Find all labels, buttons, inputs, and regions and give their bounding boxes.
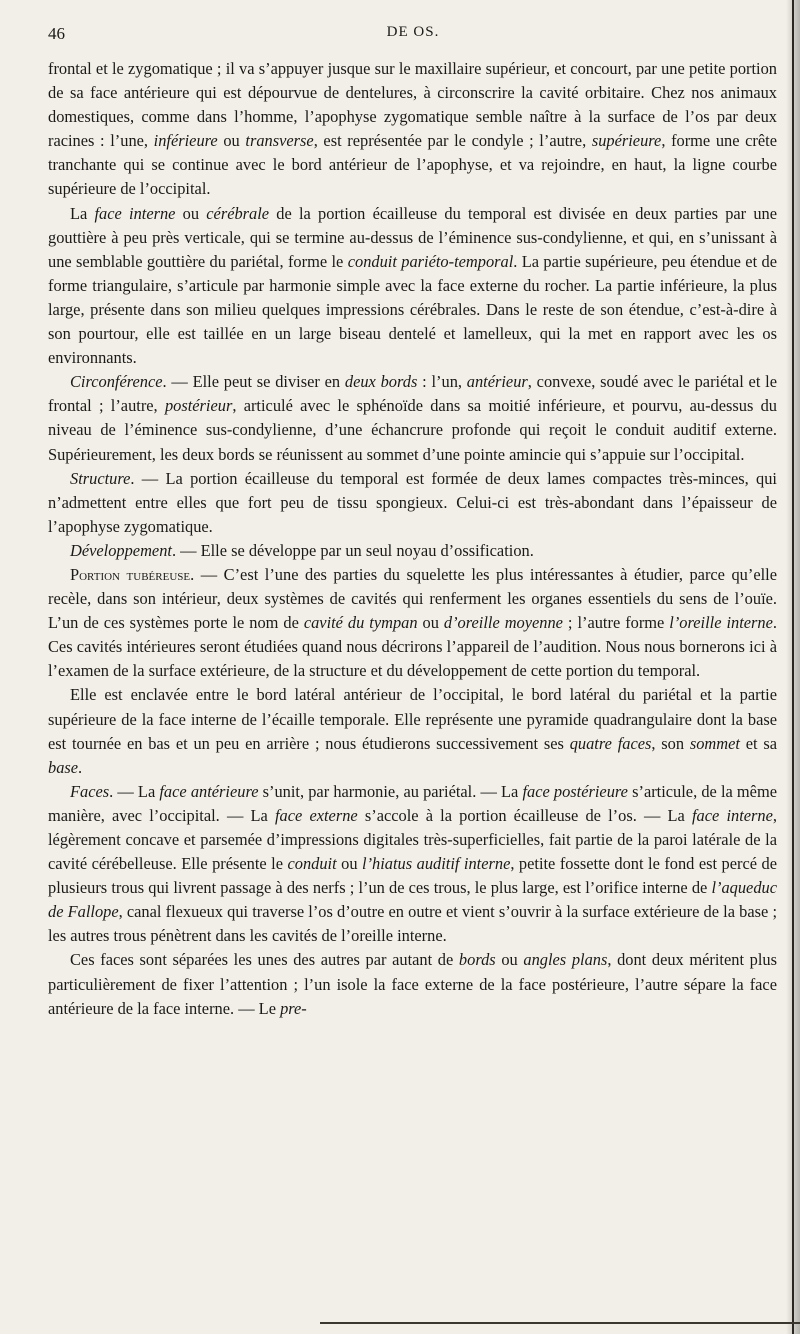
paragraph-development: Développement. — Elle se développe par un seul noyau d’ossification.	[70, 540, 534, 560]
bottom-edge-rule	[320, 1322, 800, 1324]
paragraph-faces: Faces. — La face antérieure s’unit, par harmonie, au pariétal. — La face postérieure s’articule, de la même manière, avec l’occipital. — La face externe s’accole à la portion écailleuse de l’os. — La face interne, légèrement concave et parsemée d’impressions digitales très-superficielles, fait partie de la paroi latérale de la cavité cérébelleuse. Elle présente le conduit ou l’hiatus auditif interne, petite fossette dont le fond est percé de plusieurs trous qui livrent passage à des nerfs ; l’un de ces trous, le plus large, est l’orifice interne de l’aqueduc de Fallope, canal flexueux qui traverse l’os d’outre en outre et vient s’ouvrir à la surface extérieure de la base ; les autres trous pénètrent dans les cavités de l’oreille interne.	[48, 781, 778, 946]
paragraph-structure: Structure. — La portion écailleuse du temporal est formée de deux lames compactes très-minces, qui n’admettent entre elles que fort peu de tissu spongieux. Celui-ci est très-abondant dans l’épaisseur de l’apophyse zygomatique.	[48, 468, 777, 536]
page-number: 46	[48, 24, 65, 43]
paragraph-zygomatic-continuation: frontal et le zygomatique ; il va s’appuyer jusque sur le maxillaire supérieur, et concourt, par une petite portion de sa face antérieure qui est dépourvue de dentelures, à circonscrire la cavité orbitaire. Chez nos animaux domestiques, comme dans l’homme, l’apophyse zygomatique semble naître à la surface de l’os par deux racines : l’une, inférieure ou transverse, est représentée par le condyle ; l’autre, supérieure, forme une crête tranchante qui se continue avec le bord antérieur de l’apophyse, et va rejoindre, en haut, la ligne courbe supérieure de l’occipital.	[48, 59, 777, 199]
paragraph-edges: Ces faces sont séparées les unes des autres par autant de bords ou angles plans, dont deux méritent plus particulièrement de fixer l’attention ; l’un isole la face externe de la face postérieure, l’autre sépare la face antérieure de la face interne. — Le pre-	[48, 950, 777, 1018]
paragraph-tuberous-portion: Portion tubéreuse. — C’est l’une des parties du squelette les plus intéressantes à étudier, parce qu’elle recèle, dans son intérieur, deux systèmes de cavités qui renferment les organes essentiels du sens de l’ouïe. L’un de ces systèmes porte le nom de cavité du tympan ou d’oreille moyenne ; l’autre forme l’oreille interne. Ces cavités intérieures seront étudiées quand nous décrirons l’appareil de l’audition. Nous nous bornerons ici à l’examen de la surface extérieure, de la structure et du développement de cette portion du temporal.	[48, 564, 777, 681]
running-head: DE OS.	[386, 24, 440, 40]
page-header	[48, 24, 778, 48]
paragraph-internal-face: La face interne ou cérébrale de la portion écailleuse du temporal est divisée en deux parties par une gouttière à peu près verticale, qui se termine au-dessus de l’éminence sus-condylienne, et qui, en s’unissant à une semblable gouttière du pariétal, forme le conduit pariéto-temporal. La partie supérieure, peu étendue et de forme triangulaire, s’articule par harmonie simple avec la face externe du rocher. La partie inférieure, la plus large, présente dans son milieu quelques impressions cérébrales. Dans le reste de son étendue, c’est-à-dire à son pourtour, elle est taillée en un large biseau dentelé et lamelleux, qui la met en rapport avec les os environnants.	[48, 203, 778, 368]
page-edge-line	[792, 0, 794, 1334]
paragraph-circumference: Circonférence. — Elle peut se diviser en deux bords : l’un, antérieur, convexe, soudé avec le pariétal et le frontal ; l’autre, postérieur, articulé avec le sphénoïde dans sa moitié inférieure, et pourvu, au-dessus du niveau de l’éminence sus-condylienne, d’une échancrure profonde qui reçoit le conduit auditif externe. Supérieurement, les deux bords se réunissent au sommet d’une pointe amincie qui s’appuie sur l’occipital.	[48, 372, 778, 464]
paragraph-enclosure: Elle est enclavée entre le bord latéral antérieur de l’occipital, le bord latéral du pariétal et la partie supérieure de la face interne de l’écaille temporale. Elle représente une pyramide quadrangulaire dont la base est tournée en bas et un peu en arrière ; nous étudierons successivement ses quatre faces, son sommet et sa base.	[48, 685, 778, 777]
body-text	[48, 57, 777, 1021]
